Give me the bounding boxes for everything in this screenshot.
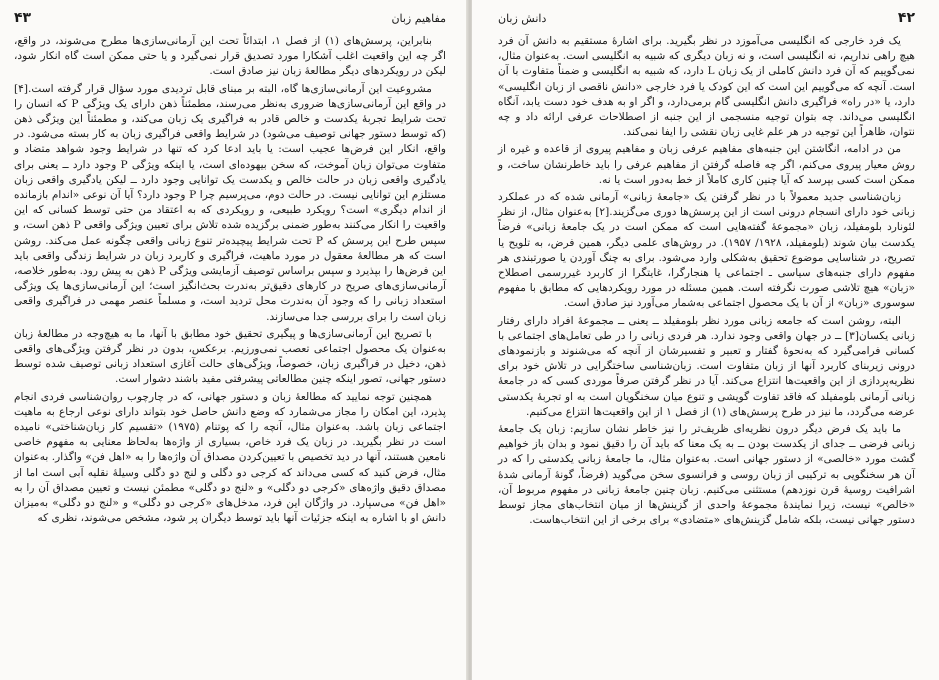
page-number: ۴۳ [14, 10, 32, 26]
page-body [498, 34, 915, 529]
running-title: مفاهیم زبان [391, 12, 446, 25]
page-body [14, 34, 446, 527]
page-header [498, 10, 915, 26]
page-header [14, 10, 446, 26]
paragraph: مشروعیت این آرمانی‌سازی‌ها گاه، البته بر مبنای قابل تردیدی مورد سؤال قرار گرفته است.[۴] در واقع این آرمانی‌سازی‌ها ضروری به‌نظر می‌رسند، مطمئناً ذهن دارای یک ویژگی P که انسان را تحت شرایط تجربهٔ یکدست و خالص قادر به فراگیری یک زبان می‌کند، و مطمئناً این ویژگی ذهن (که توسط دستور جهانی توصیف می‌شود) در شرایط واقعی فراگیری زبان به کار بسته می‌شود. در واقع، انکار این فرض‌ها عجیب است: یا باید ادعا کرد که تنها در شرایط وجود شواهد متضاد و متفاوت می‌توان زبان آموخت، که سخن بیهوده‌ای است، یا اینکه ویژگی P وجود دارد ــ یعنی برای یادگیری واقعی زبان در حالت خالص و یکدست یک توانایی وجود دارد ــ لیکن یادگیری واقعی زبان مستلزم این توانایی نیست. در حالت دوم، می‌پرسیم چرا P وجود دارد؟ آیا آن نوعی «اندام بازمانده از اندام دیگری» است؟ رویکرد طبیعی، و رویکردی که به اعتقاد من حتی توسط کسانی که این واقعیت را انکار می‌کنند به‌طور ضمنی برگزیده شده تلاش برای تعیین ویژگی واقعی P ذهن است، و سپس طرح این پرسش که P تحت شرایط پیچیده‌تر تنوع زبانی واقعی چگونه عمل می‌کند. روشن است که هر مطالعهٔ معقول در مورد ماهیت، فراگیری و کاربرد زبان در شرایط زندگی واقعی باید این فرض‌ها را بپذیرد و سپس براساس توصیف آزمایشی ویژگی P ذهن به پیش رود. به‌طور خلاصه، آرمانی‌سازی‌های صریح در کارهای دقیق‌تر به‌ندرت بحث‌انگیز است؛ این آرمانی‌سازی‌ها یک ویژگی استعداد زبانی را که وجود آن به‌ندرت محل تردید است، و مسلماً عنصر مهمی در فراگیری واقعی زبان است را برای بررسی جدا می‌سازند. [14, 82, 446, 323]
paragraph: با تصریح این آرمانی‌سازی‌ها و پیگیری تحقیق خود مطابق با آنها، ما به هیچ‌وجه در مطالعهٔ زبان به‌عنوان یک محصول اجتماعی تعصب نمی‌ورزیم. برعکس، بدون در نظر گرفتن ویژگی‌های واقعی ذهن، دخیل در فراگیری زبان، خصوصاً، ویژگی‌های حالت آغازی استعداد زبانی توصیف شده توسط دستور جهانی، تصور اینکه چنین مطالعاتی پیشرفتی مفید باشند دشوار است. [14, 327, 446, 386]
paragraph: من در ادامه، انگاشتن این جنبه‌های مفاهیم عرفی زبان و مفاهیم پیروی از قاعده و غیره از روش معیار پیروی می‌کنم، اگر چه فاصله گرفتن از مفاهیم عرفی را باید خاطرنشان ساخت، و ممکن است کسی بپرسد که آیا چنین کاری کاملاً از خط به‌دور است یا نه. [498, 143, 915, 186]
paragraph: بنابراین، پرسش‌های (۱) از فصل ۱، ابتدائاً تحت این آرمانی‌سازی‌ها مطرح می‌شوند، در واقع، اگر چه این واقعیت اغلب آشکارا مورد تصدیق قرار نمی‌گیرد و یا حتی ممکن است گاه انکار شود، لیکن در رویکردهای دیگر مطالعهٔ زبان نیز صادق است. [14, 35, 446, 78]
paragraph: زبان‌شناسی جدید معمولاً با در نظر گرفتن یک «جامعهٔ زبانی» آرمانی شده که در عملکرد زبانی خود دارای انسجام درونی است از این پرسش‌ها دوری می‌گزیند.[۲] به‌عنوان مثال، از نظر لئونارد بلومفیلد، زبان «مجموعهٔ گفته‌هایی است که ممکن است در یک جامعهٔ زبانی» فرضاً یکدست بیان شوند (بلومفیلد، ۱۹۲۸/ ۱۹۵۷). در روش‌های علمی دیگر، همین فرض، به تلویح یا تصریح، در شناسایی موضوع تحقیق به‌شکلی وارد می‌شود. برای به چنگ آوردن یا صورتبندی هر مفهوم دارای جنبه‌های سیاسی ـ اجتماعی یا هنجارگرا، غایتگرا از کاربرد غیررسمی اصطلاح «زبان» هیچ تلاشی صورت نگرفته است. همین مسئله در مورد رویکردهایی که مطابق با مفهوم سوسوری «زبان» از آن با یک محصول اجتماعی به‌شمار می‌آورد نیز صادق است. [498, 191, 916, 310]
paragraph: یک فرد خارجی که انگلیسی می‌آموزد در نظر بگیرید. برای اشارهٔ مستقیم به دانش آن فرد هیچ راهی نداریم، نه انگلیسی است، و نه زبان دیگری که شبیه به انگلیسی است. به‌عنوان مثال، نمی‌گوییم که آن فرد دانش کاملی از یک زبان L دارد، که شبیه به انگلیسی و ضمناً متفاوت با آن است. آنچه که می‌گوییم این است که این کودک یا فرد خارجی «دانش ناقصی از زبان انگلیسی» دارد، یا «در راه» فراگیری دانش انگلیسی گام برمی‌دارد، و اگر او به هدف خود دست یابد، آنگاه انگلیسی می‌داند. چه بتوان توجیه منسجمی از این جنبه از اصطلاحات عرفی ارائه داد و چه نتوان، ظاهراً این توجیه در هر علم غایی زبان نقشی را ایفا نمی‌کند. [498, 35, 915, 139]
left-page [0, 0, 468, 680]
page-number: ۴۲ [897, 10, 915, 26]
paragraph: ما باید یک فرض دیگر درون نظریه‌ای ظریف‌تر را نیز خاطر نشان سازیم: زبان یک جامعهٔ زبانی فرضی ــ جدای از یکدست بودن ــ به یک معنا که باید آن را دقیق نمود و بدان باز خواهیم گشت مورد «خالصی» از دستور جهانی است. به‌عنوان مثال، ما جامعهٔ زبانی یکدستی را که در آن هر سخنگویی به ترکیبی از زبان روسی و فرانسوی سخن می‌گوید (فرضاً، گونهٔ آرمانی شدهٔ اشرافیت روسیهٔ قرن نوزدهم) مستثنی می‌کنیم. زبان چنین جامعهٔ زبانی در مفهوم مربوط آن، «خالص» نیست، زیرا نمایندهٔ مجموعهٔ واحدی از گزینش‌ها از میان انتخاب‌های مجاز توسط دستور جهانی نیست، بلکه شامل گزینش‌های «متضادی» برای برخی از این انتخاب‌هاست. [498, 423, 915, 527]
paragraph: همچنین توجه نمایید که مطالعهٔ زبان و دستور جهانی، که در چارچوب روان‌شناسی فردی انجام پذیرد، این امکان را مجاز می‌شمارد که وضع دانش حاصل خود بتواند دارای نوعی ارجاع به ماهیت اجتماعی زبان باشد. به‌عنوان مثال، آنچه را که پوتنام (۱۹۷۵) «تقسیم کار زبان‌شناختی» نامیده است در نظر بگیرید. در زبان یک فرد خاص، بسیاری از واژه‌ها به‌لحاظ معنایی به مفهوم خاصی نامعین هستند، آنها در دید تخصیص با تعیین‌کردن مصداق آن واژه‌ها را به «اهل فن» واگذار. به‌عنوان مثال، فرض کنید که کسی می‌داند که کرجی دو دگلی و لنج دو دگلی وسیلهٔ نقلیه آبی است اما از مصداق دقیق واژه‌های «کرجی دو دگلی» و «لنج دو دگلی» مطمئن نیست و تعیین مصداق آن را به «اهل فن» می‌سپارد. در واژگان این فرد، مدخل‌های «کرجی دو دگلی» و «لنج دو دگلی» به‌میزان دانش او با اشاره به اینکه جزئیات آنها باید توسط دیگران پر شود، مشخص می‌شوند، نظری که [14, 390, 446, 525]
right-page [472, 0, 939, 680]
running-title: دانش زبان [498, 12, 547, 25]
paragraph: البته، روشن است که جامعه زبانی مورد نظر بلومفیلد ــ یعنی ــ مجموعهٔ افراد دارای رفتار زبانی یکسان[۳] ــ در جهان واقعی وجود ندارد. هر فردی زبانی را در طی تعامل‌های اجتماعی با کسانی فرامی‌گیرد که به‌نحوهٔ گفتار و تعبیر و تفسیرشان از آنچه که می‌شنوند و بازنمودهای درونی زیربنای کاربرد آنها از زبان متفاوت است. زبان‌شناسی ساختگرایی در تلاش خود برای نظریه‌پردازی از این واقعیت‌ها انتزاع می‌کند. آیا در نظر گرفتن صرفاً موردی کسی که در جامعهٔ زبانی آرمانی بلومفیلد که فاقد تفاوت گویشی و تنوع میان سخنگویان است به او تجربهٔ یکدستی عرضه می‌گردد، ما نیز در طرح پرسش‌های (۱) از فصل ۱ از این واقعیت‌ها انتزاع می‌کنیم. [498, 314, 915, 418]
